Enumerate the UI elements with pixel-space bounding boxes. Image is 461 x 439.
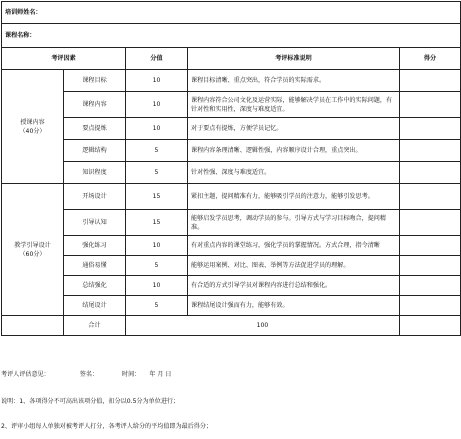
- item-name: 要点提炼: [64, 118, 126, 140]
- header-criteria: 考评标准说明: [188, 48, 400, 70]
- date-label: 年 月 日: [149, 371, 172, 378]
- item-criteria: 课程结尾设计强而有力，能够有效。: [188, 296, 400, 316]
- total-value: 100: [126, 316, 400, 336]
- sign-label: 签名：: [79, 371, 99, 378]
- total-row: [2, 316, 461, 336]
- table-row: [2, 118, 461, 140]
- item-score: 10: [126, 70, 188, 92]
- points-input-cell[interactable]: [400, 70, 461, 92]
- item-criteria: 能够运用案例、对比、图表、举例等方法促进学员的理解。: [188, 256, 400, 276]
- points-input-cell[interactable]: [400, 276, 461, 296]
- points-input-cell[interactable]: [400, 162, 461, 184]
- table-row: [2, 70, 461, 92]
- header-score: 分值: [126, 48, 188, 70]
- item-name: 知识程度: [64, 162, 126, 184]
- item-name: 逻辑结构: [64, 140, 126, 162]
- item-criteria: 针对性强、深度与难度适宜。: [188, 162, 400, 184]
- table-row: [2, 210, 461, 236]
- table-row: [2, 296, 461, 316]
- note-1: 说明：1、各项得分不可高出该项分值，扣分以0.5分为单位进行；: [1, 398, 180, 405]
- trainer-row: [2, 2, 461, 24]
- table-row: [2, 256, 461, 276]
- table-row: [2, 162, 461, 184]
- points-input-cell[interactable]: [400, 256, 461, 276]
- item-criteria: 紧扣主题，提问精准有力，能够吸引学员的注意力，能够引发思考。: [188, 184, 400, 210]
- item-name: 课程目标: [64, 70, 126, 92]
- opinion-label: 考评人评估意见：: [1, 371, 50, 378]
- item-name: 引导认知: [64, 210, 126, 236]
- points-input-cell[interactable]: [400, 236, 461, 256]
- points-input-cell[interactable]: [400, 210, 461, 236]
- item-score: 10: [126, 276, 188, 296]
- table-row: [2, 140, 461, 162]
- group-subtotal: （40分）: [19, 127, 46, 135]
- item-name: 结尾设计: [64, 296, 126, 316]
- note-2: 2、评审小组每人单独对被考评人打分，各考评人给分的平均值即为最后得分；: [1, 423, 213, 430]
- item-score: 15: [126, 184, 188, 210]
- item-score: 5: [126, 162, 188, 184]
- item-score: 5: [126, 140, 188, 162]
- table-row: [2, 276, 461, 296]
- item-name: 开场设计: [64, 184, 126, 210]
- course-name-field[interactable]: 课程名称：: [2, 24, 461, 48]
- item-criteria: 有合适的方式引导学员对课程内容进行总结和强化。: [188, 276, 400, 296]
- group-cell: [2, 70, 64, 184]
- group-name: 授课内容: [20, 118, 45, 126]
- item-criteria: 课程目标清晰、重点突出，符合学员的实际需求。: [188, 70, 400, 92]
- trainer-name-field[interactable]: 培训师姓名：: [2, 2, 461, 24]
- item-name: 强化练习: [64, 236, 126, 256]
- points-input-cell[interactable]: [400, 140, 461, 162]
- item-name: 课程内容: [64, 92, 126, 118]
- table-row: [2, 184, 461, 210]
- item-score: 5: [126, 296, 188, 316]
- item-criteria: 课程内容条理清晰、逻辑性强，内容顺序设计合理，重点突出。: [188, 140, 400, 162]
- table-row: [2, 92, 461, 118]
- header-points: 得分: [400, 48, 461, 70]
- item-score: 10: [126, 236, 188, 256]
- item-score: 10: [126, 92, 188, 118]
- points-input-cell[interactable]: [400, 92, 461, 118]
- points-input-cell[interactable]: [400, 296, 461, 316]
- item-name: 通俗易懂: [64, 256, 126, 276]
- table-row: [2, 236, 461, 256]
- points-input-cell[interactable]: [400, 184, 461, 210]
- total-label: 合计: [64, 316, 126, 336]
- column-header-row: [2, 48, 461, 70]
- time-label: 时间：: [122, 371, 141, 378]
- signoff-line: [1, 370, 171, 379]
- points-input-cell[interactable]: [400, 118, 461, 140]
- item-score: 15: [126, 210, 188, 236]
- item-criteria: 有对重点内容的课堂练习，强化学员的掌握情况。方式合理，指令清晰: [188, 236, 400, 256]
- total-blank: [2, 316, 64, 336]
- header-factor: 考评因素: [2, 48, 126, 70]
- total-points-cell[interactable]: [400, 316, 461, 336]
- group-cell: [2, 184, 64, 316]
- item-score: 10: [126, 118, 188, 140]
- item-criteria: 对于要点有提炼，方便学员记忆。: [188, 118, 400, 140]
- evaluation-table: [1, 1, 461, 336]
- course-row: [2, 24, 461, 48]
- item-criteria: 能够启发学员思考，调动学员的参与。引导方式与学习目标吻合，提问精准。: [188, 210, 400, 236]
- item-name: 总结强化: [64, 276, 126, 296]
- item-score: 5: [126, 256, 188, 276]
- group-name: 教学引导设计: [14, 241, 51, 249]
- group-subtotal: （60分）: [19, 250, 46, 258]
- item-criteria: 课程内容符合公司文化及运营实际，能够解决学员在工作中的实际问题，有针对性和实用性，深度与难度适宜。: [188, 92, 400, 118]
